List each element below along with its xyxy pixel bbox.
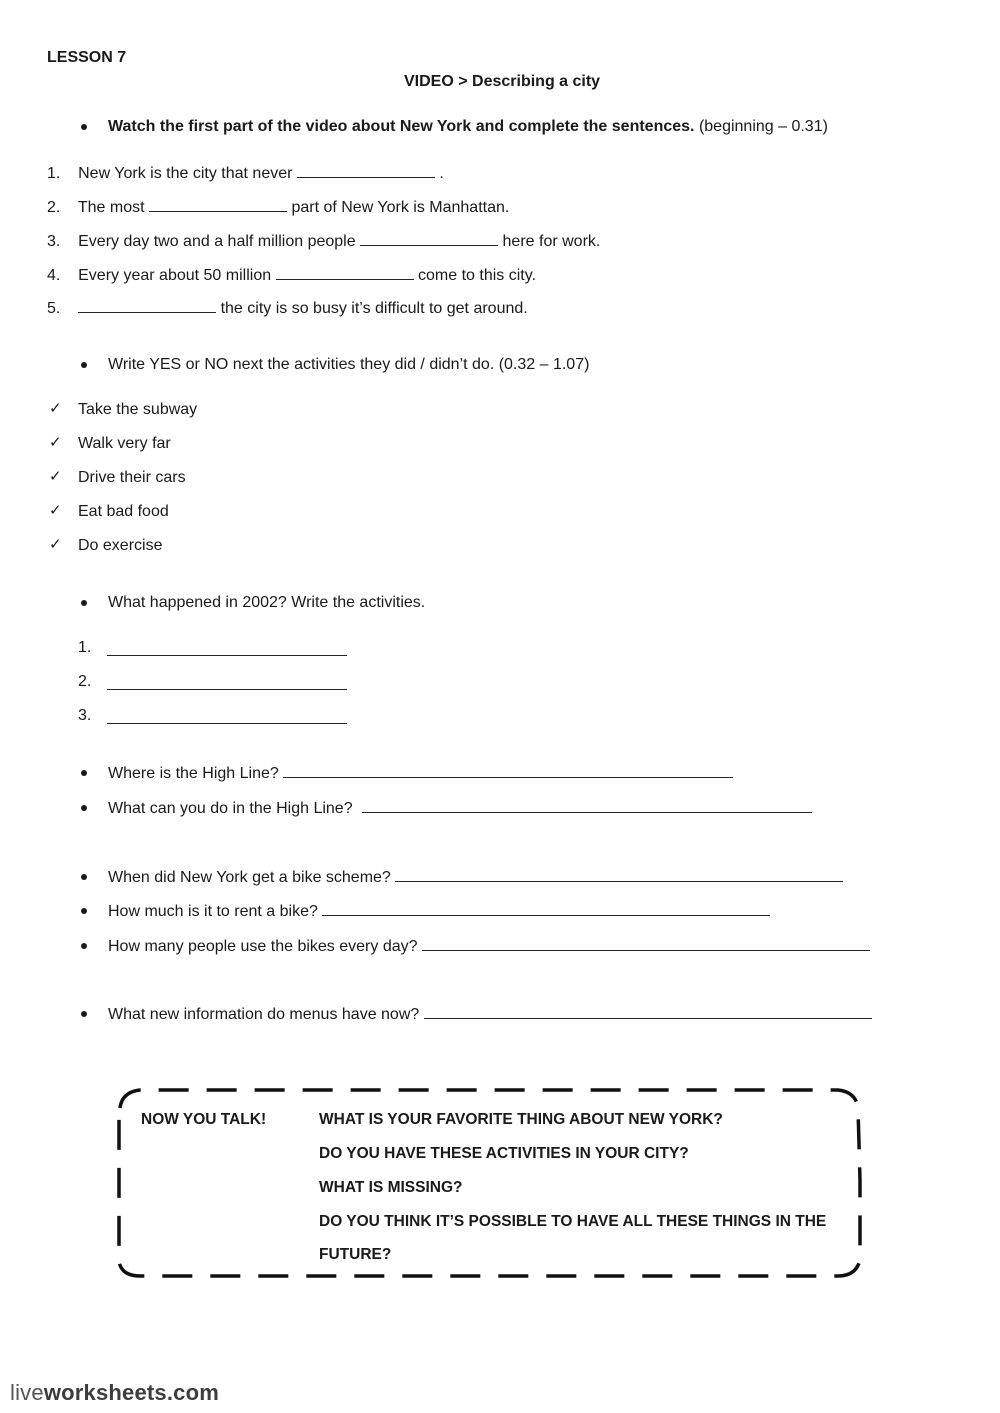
talk-box-label: NOW YOU TALK! — [141, 1111, 267, 1128]
activity-item: Take the subway — [78, 401, 198, 418]
activity-item: Walk very far — [78, 435, 171, 452]
activity-item: Drive their cars — [78, 469, 186, 486]
lesson-title: LESSON 7 — [47, 49, 127, 66]
question-text: How much is it to rent a bike? — [108, 903, 318, 920]
item-number: 1. — [78, 639, 92, 656]
question-text: When did New York get a bike scheme? — [108, 869, 391, 886]
item-text-after: come to this city. — [418, 267, 536, 284]
item-text-before: Every year about 50 million — [78, 267, 272, 284]
talk-question: FUTURE? — [319, 1246, 392, 1263]
item-number: 2. — [47, 199, 61, 216]
item-text-after: . — [439, 165, 444, 182]
talk-question: DO YOU HAVE THESE ACTIVITIES IN YOUR CITY? — [319, 1145, 689, 1162]
check-icon: ✓ — [49, 468, 62, 485]
section2-instruction: Write YES or NO next the activities they did / didn’t do. (0.32 – 1.07) — [108, 356, 590, 373]
section1-time: (beginning – 0.31) — [698, 118, 828, 135]
item-text-before: Every day two and a half million people — [78, 233, 356, 250]
logo-bold: worksheets — [43, 1380, 167, 1405]
check-icon: ✓ — [49, 400, 62, 417]
section1-instruction-bold: Watch the first part of the video about New York and complete the sentences. — [108, 118, 695, 135]
page-subtitle: VIDEO > Describing a city — [404, 73, 601, 90]
check-icon: ✓ — [49, 536, 62, 553]
item-number: 3. — [78, 707, 92, 724]
logo-tail: .com — [166, 1380, 220, 1405]
item-text-after: part of New York is Manhattan. — [291, 199, 510, 216]
talk-question: DO YOU THINK IT’S POSSIBLE TO HAVE ALL THESE THINGS IN THE — [319, 1213, 827, 1230]
activity-item: Eat bad food — [78, 503, 169, 520]
item-number: 3. — [47, 233, 61, 250]
check-icon: ✓ — [49, 434, 62, 451]
question-text: What can you do in the High Line? — [108, 800, 353, 817]
item-text-after: the city is so busy it’s difficult to get around. — [220, 300, 528, 317]
check-icon: ✓ — [49, 502, 62, 519]
question-text: How many people use the bikes every day? — [108, 938, 418, 955]
section3-instruction: What happened in 2002? Write the activities. — [108, 594, 426, 611]
item-text-after: here for work. — [502, 233, 601, 250]
liveworksheets-logo — [10, 1380, 219, 1406]
talk-question: WHAT IS YOUR FAVORITE THING ABOUT NEW YORK? — [319, 1111, 723, 1128]
question-text: What new information do menus have now? — [108, 1006, 420, 1023]
item-text-before: New York is the city that never — [78, 165, 293, 182]
item-text-before: The most — [77, 199, 145, 216]
talk-question: WHAT IS MISSING? — [319, 1179, 463, 1196]
item-number: 2. — [78, 673, 92, 690]
item-number: 4. — [47, 267, 61, 284]
logo-light: live — [10, 1380, 44, 1405]
item-number: 5. — [47, 300, 61, 317]
item-number: 1. — [47, 165, 61, 182]
question-text: Where is the High Line? — [108, 765, 279, 782]
activity-item: Do exercise — [78, 537, 163, 554]
